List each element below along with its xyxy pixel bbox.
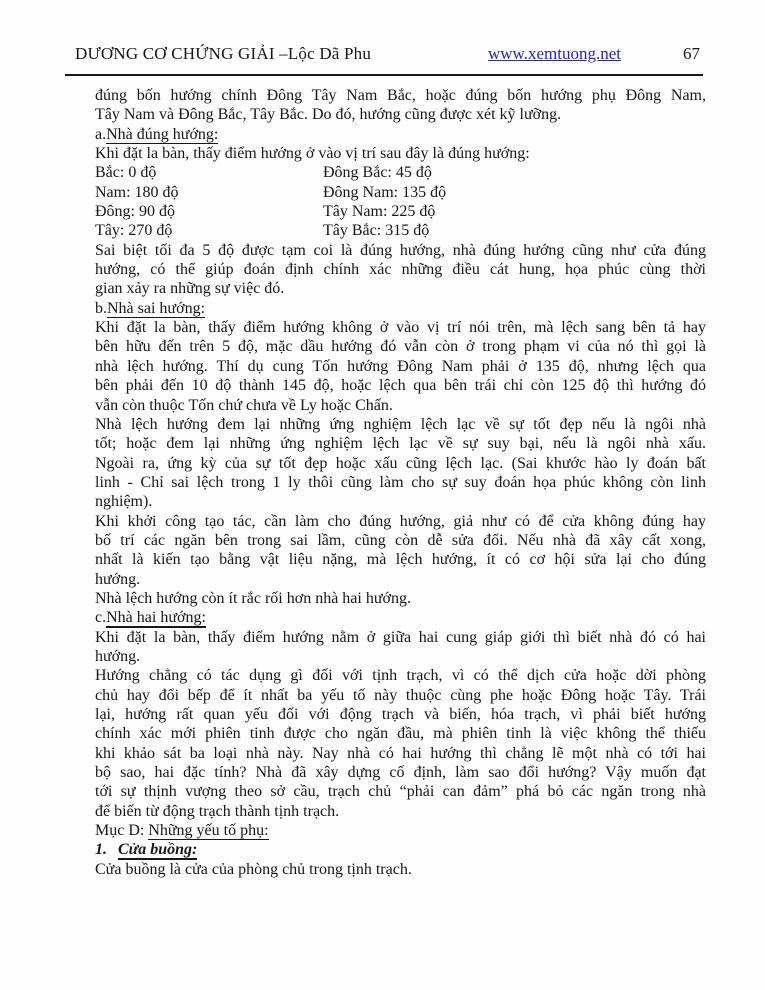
text-line: gian xảy ra những sự việc đó. <box>95 280 285 298</box>
section-heading <box>95 125 706 144</box>
degree-right-value: Tây Nam: 225 độ <box>323 203 436 221</box>
degree-row <box>95 202 706 221</box>
text-line: Khi đặt la bàn, thấy điểm hướng nằm ở giữa hai cung giáp giới thì biết nhà đó có hai <box>95 628 706 646</box>
degree-row <box>95 183 706 202</box>
heading-text: Nhà đúng hướng: <box>106 125 219 143</box>
text-line: Ngoài ra, ứng kỳ của sự tốt đẹp hoặc xấu cũng lệch lạc. (Sai khước hào ly đoán bất <box>95 454 706 472</box>
text-line: bố trí các ngăn bên trong sai lầm, cũng còn dễ sửa đổi. Nếu nhà đã xây cất xong, <box>95 531 706 549</box>
text-line: hướng. <box>95 647 141 665</box>
degree-left-value: Nam: 180 độ <box>95 183 179 201</box>
website-link[interactable]: www.xemtuong.net <box>488 44 621 63</box>
text-line: Nhà lệch hướng đem lại những ứng nghiệm lệch lạc về sự tốt đẹp nếu là ngôi nhà <box>95 415 706 433</box>
text-line: vẫn còn thuộc Tốn chứ chưa về Ly hoặc Chấn. <box>95 396 393 414</box>
heading-text: Nhà hai hướng: <box>106 609 206 627</box>
text-line: Nhà lệch hướng còn ít rắc rối hơn nhà hai hướng. <box>95 589 411 607</box>
header-right <box>488 44 700 64</box>
text-line: bộ sao, hai đặc tính? Nhà đã xây dựng cố định, làm sao đổi hướng? Vậy muốn đạt <box>95 764 706 782</box>
heading-prefix: 1. <box>95 841 107 859</box>
text-line: nghiệm). <box>95 493 153 511</box>
text-line: Sai biệt tối đa 5 độ được tạm coi là đúng hướng, nhà đúng hướng cũng như cửa đúng <box>95 241 706 259</box>
degree-left-value: Đông: 90 độ <box>95 203 175 221</box>
text-line: để biến từ động trạch thành tịnh trạch. <box>95 802 340 820</box>
document-body <box>95 86 706 879</box>
page-number: 67 <box>683 44 700 63</box>
section-heading <box>95 821 706 840</box>
heading-prefix: a. <box>95 125 107 143</box>
degree-right-value: Tây Bắc: 315 độ <box>323 222 430 240</box>
text-line: hướng. <box>95 570 141 588</box>
text-line: tới sự thịnh vượng theo sở cầu, trạch chủ “phải can đảm” phá bỏ các ngăn trong nhà <box>95 783 706 801</box>
text-line: Khi đặt la bàn, thấy điểm hướng không ở vào vị trí nói trên, mà lệch sang bên tả hay <box>95 319 706 337</box>
section-heading <box>95 299 706 318</box>
heading-text: Những yếu tố phụ: <box>148 822 269 840</box>
text-line: tốt; hoặc đem lại những ứng nghiệm lệch lạc về sự suy bại, nếu là ngôi nhà xấu. <box>95 435 706 453</box>
section-heading <box>95 608 706 627</box>
degree-left-value: Bắc: 0 độ <box>95 164 157 182</box>
degree-right-value: Đông Bắc: 45 độ <box>323 164 432 182</box>
text-line: lại, hướng rất quan yếu đối với động trạch và biến, hóa trạch, vì phải biết hướng <box>95 706 706 723</box>
text-line: Khi đặt la bàn, thấy điểm hướng ở vào vị trí sau đây là đúng hướng: <box>95 145 530 163</box>
text-line: bên hữu đến trên 5 độ, mặc dầu hướng đó vẫn còn ở trong phạm vi của nó thì gọi là <box>95 338 706 356</box>
text-line: chính xác mới phiên tinh được cho ngăn đầu, mà phiên tinh là việc không thể thiếu <box>95 725 706 743</box>
text-line: đúng bốn hướng chính Đông Tây Nam Bắc, hoặc đúng bốn hướng phụ Đông Nam, <box>95 87 706 104</box>
document-title: DƯƠNG CƠ CHỨNG GIẢI –Lộc Dã Phu <box>75 44 372 63</box>
numbered-subheading <box>95 840 706 859</box>
text-line: Hướng chẳng có tác dụng gì đối với tịnh trạch, vì có thể dịch cửa hoặc dời phòng <box>95 667 706 685</box>
page-header <box>75 44 700 64</box>
degree-left-value: Tây: 270 độ <box>95 222 173 240</box>
degree-row <box>95 163 706 182</box>
text-line: Khi khởi công tạo tác, cần làm cho đúng hướng, giả như có để cửa không đúng hay <box>95 512 706 530</box>
text-line: nhà lệch hướng. Thí dụ cung Tốn hướng Đông Nam phải ở 135 độ, nhưng lệch qua <box>95 357 706 375</box>
text-line: Cửa buồng là cửa của phòng chủ trong tịnh trạch. <box>95 860 412 878</box>
text-line: linh - Chỉ sai lệch trong 1 ly thôi cũng làm cho sự suy đoán họa phúc không còn linh <box>95 473 706 491</box>
text-line: bên phải đến 10 độ thành 145 độ, hoặc lệch qua bên trái chỉ còn 125 độ thì hướng đó <box>95 377 706 395</box>
degree-right-value: Đông Nam: 135 độ <box>323 183 447 201</box>
text-line: nhất là kiến tạo bằng vật liệu nặng, mà lệch hướng, ít có cơ hội sửa lại cho đúng <box>95 551 706 569</box>
text-line: Tây Nam và Đông Bắc, Tây Bắc. Do đó, hướng cũng được xét kỹ lưỡng. <box>95 106 562 124</box>
header-rule <box>65 74 703 76</box>
heading-prefix: b. <box>95 299 107 317</box>
heading-prefix: c. <box>95 609 107 627</box>
text-line: hướng, có thể giúp đoán định chính xác những điều cát hung, họa phúc cùng thời <box>95 261 706 279</box>
heading-prefix: Mục D: <box>95 822 149 840</box>
text-line: khi khảo sát ba loại nhà này. Nay nhà có hai hướng thì chẳng lẽ một nhà có tới hai <box>95 744 706 762</box>
heading-text: Nhà sai hướng: <box>107 299 206 317</box>
degree-row <box>95 221 706 240</box>
heading-text: Cửa buồng: <box>118 841 198 859</box>
text-line: chủ hay đổi bếp để ít nhất ba yếu tố này thuộc cùng phe hoặc Đông hoặc Tây. Trái <box>95 686 706 704</box>
